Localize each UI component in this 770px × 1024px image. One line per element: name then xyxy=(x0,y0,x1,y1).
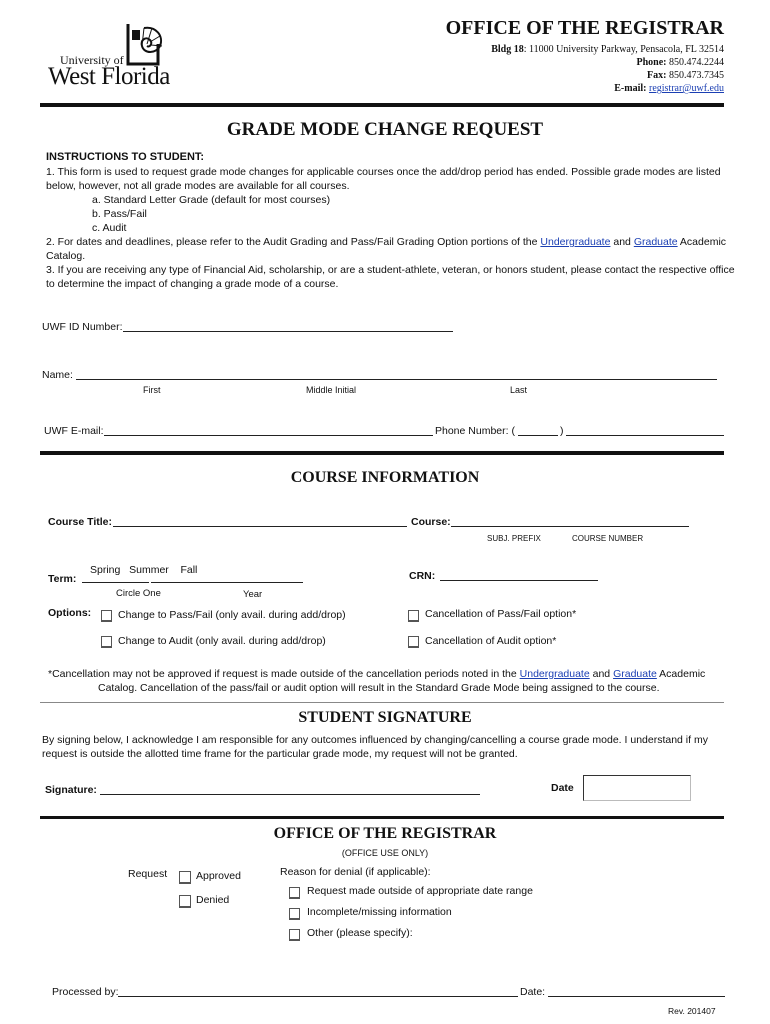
reason-date-range: Request made outside of appropriate date range xyxy=(307,885,533,897)
processed-date-field[interactable] xyxy=(548,996,725,997)
cancel-audit-checkbox[interactable] xyxy=(408,636,419,648)
instructions-body xyxy=(46,165,746,291)
nautilus-shell-icon xyxy=(120,22,168,66)
name-field[interactable] xyxy=(76,379,717,380)
uwf-id-field[interactable] xyxy=(123,331,453,332)
processed-by-label: Processed by: xyxy=(52,986,119,998)
office-address xyxy=(491,43,724,95)
subj-prefix-caption: SUBJ. PREFIX xyxy=(487,534,541,543)
mode-a: a. Standard Letter Grade (default for most courses) xyxy=(92,194,331,206)
course-title-field[interactable] xyxy=(113,526,407,527)
approved-label: Approved xyxy=(196,870,241,882)
phone-value: 850.474.2244 xyxy=(669,57,724,68)
west-florida-text: West Florida xyxy=(48,63,170,90)
pass-fail-checkbox[interactable] xyxy=(101,610,112,622)
cancel-pass-fail-checkbox[interactable] xyxy=(408,610,419,622)
reason-date-range-checkbox[interactable] xyxy=(289,887,300,899)
year-field[interactable] xyxy=(151,582,303,583)
uwf-logo xyxy=(46,22,186,92)
course-label: Course: xyxy=(411,516,451,528)
reason-incomplete-checkbox[interactable] xyxy=(289,908,300,920)
audit-checkbox[interactable] xyxy=(101,636,112,648)
last-caption: Last xyxy=(510,385,528,395)
email-link[interactable]: registrar@uwf.edu xyxy=(648,83,724,94)
crn-field[interactable] xyxy=(440,580,598,581)
revision-number: Rev. 201407 xyxy=(668,1006,716,1016)
term-field[interactable] xyxy=(82,582,149,583)
year-caption: Year xyxy=(243,589,263,600)
bldg-label: Bldg 18 xyxy=(491,44,524,55)
cancel-audit-option: Cancellation of Audit option* xyxy=(425,635,557,647)
denied-checkbox[interactable] xyxy=(179,895,191,908)
pass-fail-option: Change to Pass/Fail (only avail. during add/drop) xyxy=(118,609,346,621)
email-label: E-mail: xyxy=(614,83,647,94)
mode-b: b. Pass/Fail xyxy=(92,208,147,220)
signature-divider xyxy=(40,702,724,703)
denied-label: Denied xyxy=(196,894,230,906)
course-field[interactable] xyxy=(451,526,689,527)
office-use-only: (OFFICE USE ONLY) xyxy=(341,848,429,858)
instruction-3a: 3. If you are receiving any type of Financial Aid, scholarship, or are a student-athlete, veteran, or honors student, please contact the respective office xyxy=(46,264,735,276)
reason-incomplete: Incomplete/missing information xyxy=(307,906,452,918)
bldg-address: : 11000 University Parkway, Pensacola, FL 32514 xyxy=(523,44,724,55)
cancel-pass-fail-option: Cancellation of Pass/Fail option* xyxy=(425,608,577,620)
phone-number-label: Phone Number: ( xyxy=(435,425,515,437)
note-graduate-link[interactable]: Graduate xyxy=(613,668,657,680)
circle-one-caption: Circle One xyxy=(116,588,161,599)
course-title-label: Course Title: xyxy=(48,516,112,528)
fax-label: Fax: xyxy=(647,70,667,81)
reason-other: Other (please specify): xyxy=(307,927,413,939)
signature-date-box[interactable] xyxy=(583,775,691,801)
processed-date-label: Date: xyxy=(520,986,546,998)
phone-area-field[interactable] xyxy=(518,435,558,436)
name-label: Name: xyxy=(42,369,73,381)
uwf-email-label: UWF E-mail: xyxy=(44,425,104,437)
approved-checkbox[interactable] xyxy=(179,871,191,884)
processed-by-field[interactable] xyxy=(118,996,518,997)
instructions-heading: INSTRUCTIONS TO STUDENT: xyxy=(46,151,205,163)
phone-close-paren: ) xyxy=(560,425,564,437)
office-title: OFFICE OF THE REGISTRAR xyxy=(445,17,724,39)
signature-label: Signature: xyxy=(45,784,97,796)
signature-field[interactable] xyxy=(100,794,480,795)
course-info-heading: COURSE INFORMATION xyxy=(290,469,480,486)
university-of-text: University of xyxy=(60,53,124,67)
signature-statement: By signing below, I acknowledge I am responsible for any outcomes influenced by changing/cancelling a course grade mode. I understand if my request is outside the allotted time frame for the particular grade mode, my request will not be granted. xyxy=(42,734,708,760)
office-use-heading: OFFICE OF THE REGISTRAR xyxy=(273,825,497,842)
request-label: Request xyxy=(128,868,168,880)
phone-number-field[interactable] xyxy=(566,435,724,436)
instruction-2a: 2. For dates and deadlines, please refer to the Audit Grading and Pass/Fail Grading Option portions of the Undergraduate and Graduate Academic xyxy=(46,236,727,248)
signature-heading: STUDENT SIGNATURE xyxy=(298,709,472,726)
office-divider xyxy=(40,816,724,819)
instruction-3b: to determine the impact of changing a grade mode of a course. xyxy=(46,278,339,290)
signature-date-label: Date xyxy=(551,782,574,794)
course-number-caption: COURSE NUMBER xyxy=(572,534,644,543)
fax-value: 850.473.7345 xyxy=(669,70,724,81)
header-divider xyxy=(40,103,724,107)
instruction-1b: below, however, not all grade modes are available for all courses. xyxy=(46,180,350,192)
term-label: Term: xyxy=(48,573,77,585)
form-title: GRADE MODE CHANGE REQUEST xyxy=(226,119,544,140)
graduate-link[interactable]: Graduate xyxy=(633,236,678,248)
audit-option: Change to Audit (only avail. during add/drop) xyxy=(118,635,326,647)
uwf-email-field[interactable] xyxy=(104,435,433,436)
options-label: Options: xyxy=(48,607,92,619)
instruction-1a: 1. This form is used to request grade mode changes for applicable courses once the add/drop period has ended. Possible grade modes are listed xyxy=(46,166,721,178)
reason-label: Reason for denial (if applicable): xyxy=(280,866,431,878)
undergraduate-link[interactable]: Undergraduate xyxy=(540,236,611,248)
first-caption: First xyxy=(143,385,161,395)
crn-label: CRN: xyxy=(409,570,436,582)
instruction-2b: Catalog. xyxy=(46,250,86,262)
course-divider xyxy=(40,451,724,455)
phone-label: Phone: xyxy=(636,57,667,68)
cancellation-note: *Cancellation may not be approved if request is made outside of the cancellation periods noted in the Undergraduate and Graduate Academic Catalog. Cancellation of the pass/fail or audit option will result in the Standard Grade Mode being assigned to the course. xyxy=(48,668,706,694)
note-undergraduate-link[interactable]: Undergraduate xyxy=(519,668,590,680)
reason-other-checkbox[interactable] xyxy=(289,929,300,941)
uwf-id-label: UWF ID Number: xyxy=(42,321,123,333)
mode-c: c. Audit xyxy=(92,222,127,234)
term-choices[interactable]: Spring Summer Fall xyxy=(90,564,198,576)
middle-caption: Middle Initial xyxy=(306,385,357,395)
